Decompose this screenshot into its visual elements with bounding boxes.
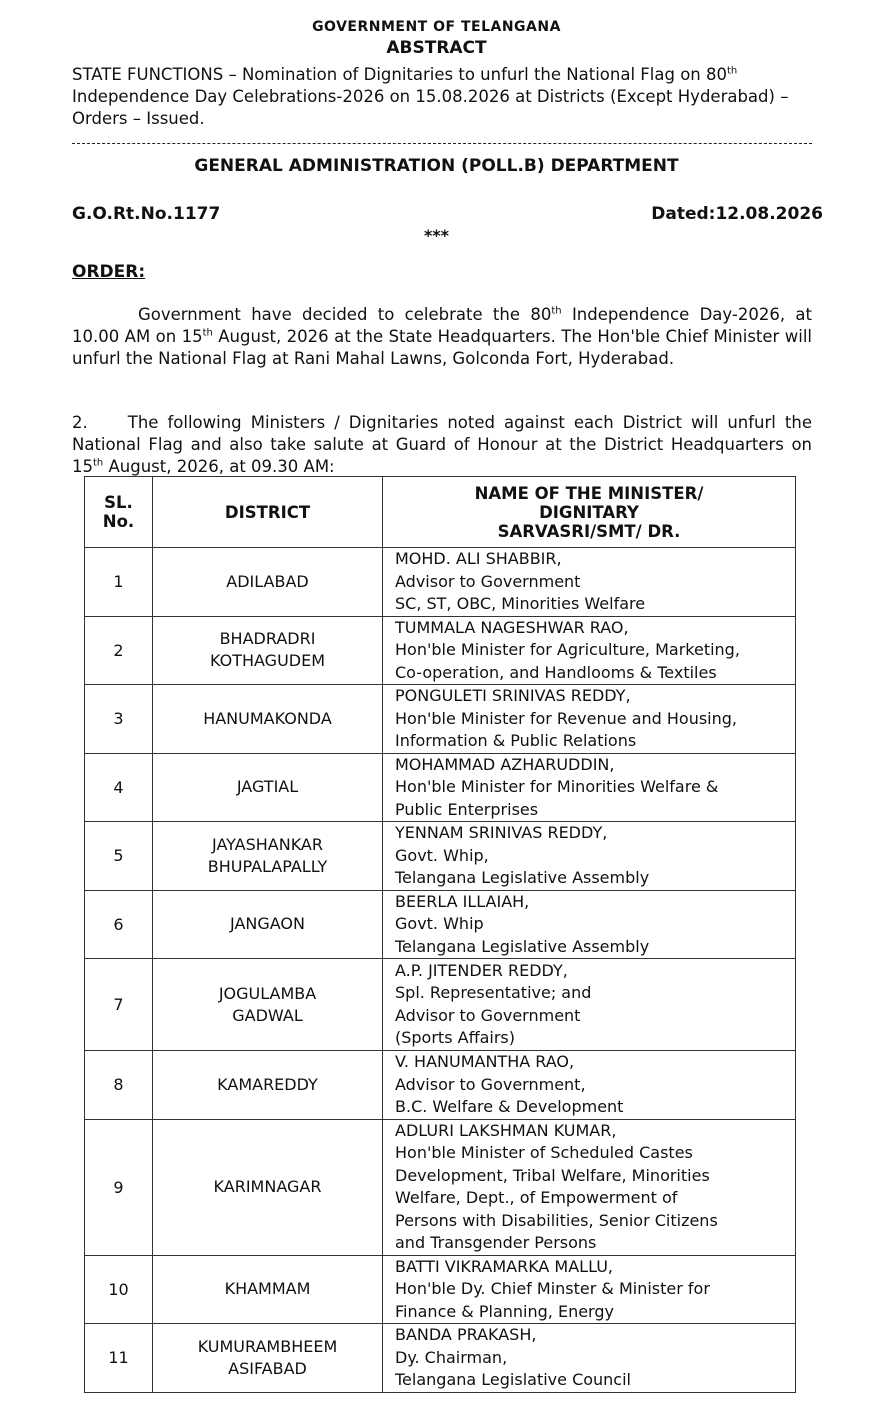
row-district <box>153 1119 383 1255</box>
table-row <box>85 685 796 754</box>
row-sl-no: 11 <box>85 1324 153 1393</box>
dignitary-line: Finance & Planning, Energy <box>395 1301 614 1321</box>
district-line: JAYASHANKAR <box>212 834 323 854</box>
table-header-row <box>85 477 796 548</box>
header-district: DISTRICT <box>153 477 383 548</box>
district-line: ADILABAD <box>226 571 309 591</box>
dignitary-line: Advisor to Government <box>395 1005 581 1025</box>
dignitary-line: A.P. JITENDER REDDY, <box>395 960 568 980</box>
order-heading: ORDER: <box>72 262 146 282</box>
dignitary-line: V. HANUMANTHA RAO, <box>395 1052 575 1071</box>
row-dignitary <box>383 1255 796 1324</box>
dignitary-line: Persons with Disabilities, Senior Citizens <box>395 1210 718 1230</box>
row-sl-no: 1 <box>85 548 153 617</box>
go-number: G.O.Rt.No.1177 <box>72 204 221 224</box>
dignitary-line: BEERLA ILLAIAH, <box>395 891 530 911</box>
dignitary-line: ADLURI LAKSHMAN KUMAR, <box>395 1120 617 1140</box>
order-paragraph-2: 2. The following Ministers / Dignitaries noted against each District will unfurl the National Flag and also take salute at Guard of Honour at the District Headquarters on 15th August, 2026, at 09.30 AM: <box>72 413 812 476</box>
row-sl-no: 9 <box>85 1119 153 1255</box>
dignitary-line: SC, ST, OBC, Minorities Welfare <box>395 594 646 613</box>
order-date: Dated:12.08.2026 <box>651 204 823 224</box>
dignitary-line: Co-operation, and Handlooms & Textiles <box>395 662 717 682</box>
dignitary-line: Advisor to Government <box>395 571 581 591</box>
district-line: KUMURAMBHEEM <box>197 1336 338 1356</box>
row-sl-no: 6 <box>85 890 153 959</box>
table-row <box>85 1051 796 1120</box>
government-heading: GOVERNMENT OF TELANGANA <box>312 19 561 35</box>
dashed-divider <box>72 143 812 144</box>
dignitary-line: Hon'ble Minister for Minorities Welfare & <box>395 777 719 796</box>
dignitary-line: YENNAM SRINIVAS REDDY, <box>395 823 608 842</box>
row-district <box>153 753 383 822</box>
row-dignitary <box>383 890 796 959</box>
dignitary-line: Govt. Whip, <box>395 845 489 865</box>
table-row <box>85 1324 796 1393</box>
dignitary-line: and Transgender Persons <box>395 1233 597 1252</box>
dignitary-line: BANDA PRAKASH, <box>395 1325 537 1344</box>
table-row <box>85 548 796 617</box>
dignitary-line: Hon'ble Minister for Agriculture, Marketing, <box>395 640 740 659</box>
row-district <box>153 685 383 754</box>
district-line: JAGTIAL <box>236 777 299 797</box>
district-line: KHAMMAM <box>224 1279 311 1299</box>
dignitary-line: Hon'ble Minister of Scheduled Castes <box>395 1143 693 1162</box>
separator-stars: *** <box>423 226 450 245</box>
row-sl-no: 10 <box>85 1255 153 1324</box>
dignitary-line: MOHAMMAD AZHARUDDIN, <box>395 754 615 774</box>
abstract-subject: STATE FUNCTIONS – Nomination of Dignitaries to unfurl the National Flag on 80th Independence Day Celebrations-2026 on 15.08.2026 at Districts (Except Hyderabad) – Orders – Issued. <box>72 65 789 128</box>
row-dignitary <box>383 1119 796 1255</box>
district-line: BHUPALAPALLY <box>207 856 328 876</box>
row-district <box>153 1324 383 1393</box>
table-row <box>85 753 796 822</box>
row-sl-no: 2 <box>85 616 153 685</box>
header-sl-no: SL. No. <box>85 477 153 548</box>
district-line: BHADRADRI <box>219 629 316 649</box>
table-row <box>85 822 796 891</box>
district-line: ASIFABAD <box>228 1358 307 1378</box>
dignitary-line: Development, Tribal Welfare, Minorities <box>395 1165 710 1185</box>
row-district <box>153 890 383 959</box>
row-dignitary <box>383 1051 796 1120</box>
row-sl-no: 8 <box>85 1051 153 1120</box>
row-dignitary <box>383 1324 796 1393</box>
row-dignitary <box>383 616 796 685</box>
dignitaries-table <box>84 476 796 1393</box>
dignitary-line: Hon'ble Minister for Revenue and Housing, <box>395 708 738 728</box>
table-row <box>85 1255 796 1324</box>
row-district <box>153 616 383 685</box>
district-line: GADWAL <box>232 1005 303 1025</box>
department-heading: GENERAL ADMINISTRATION (POLL.B) DEPARTMENT <box>194 156 679 176</box>
row-dignitary <box>383 685 796 754</box>
row-dignitary <box>383 753 796 822</box>
dignitary-line: Hon'ble Dy. Chief Minster & Minister for <box>395 1279 710 1298</box>
order-paragraph-1: Government have decided to celebrate the 80th Independence Day-2026, at 10.00 AM on 15th August, 2026 at the State Headquarters. The Hon'ble Chief Minister will unfurl the National Flag at Rani Mahal Lawns, Golconda Fort, Hyderabad. <box>72 305 813 368</box>
dignitary-line: Advisor to Government, <box>395 1074 586 1094</box>
dignitary-line: PONGULETI SRINIVAS REDDY, <box>395 686 631 705</box>
row-district <box>153 548 383 617</box>
dignitary-line: Information & Public Relations <box>395 731 637 750</box>
row-district <box>153 959 383 1051</box>
table-row <box>85 616 796 685</box>
dignitary-line: Govt. Whip <box>395 914 484 933</box>
dignitary-line: BATTI VIKRAMARKA MALLU, <box>395 1256 614 1276</box>
table-row <box>85 890 796 959</box>
row-dignitary <box>383 548 796 617</box>
row-district <box>153 1051 383 1120</box>
dignitary-line: Telangana Legislative Assembly <box>395 936 650 956</box>
dignitary-line: (Sports Affairs) <box>395 1028 515 1047</box>
header-name: NAME OF THE MINISTER/ DIGNITARY SARVASRI/SMT/ DR. <box>383 477 796 548</box>
dignitary-line: Dy. Chairman, <box>395 1347 508 1367</box>
row-dignitary <box>383 822 796 891</box>
dignitary-line: Welfare, Dept., of Empowerment of <box>395 1188 678 1207</box>
dignitary-line: B.C. Welfare & Development <box>395 1097 624 1116</box>
district-line: KOTHAGUDEM <box>209 651 326 671</box>
dignitary-line: MOHD. ALI SHABBIR, <box>395 549 562 568</box>
row-sl-no: 7 <box>85 959 153 1051</box>
abstract-heading: ABSTRACT <box>386 38 487 58</box>
table-row <box>85 959 796 1051</box>
row-district <box>153 1255 383 1324</box>
row-sl-no: 5 <box>85 822 153 891</box>
row-district <box>153 822 383 891</box>
dignitary-line: Telangana Legislative Assembly <box>395 868 650 887</box>
table-row <box>85 1119 796 1255</box>
district-line: HANUMAKONDA <box>203 708 332 728</box>
dignitary-line: TUMMALA NAGESHWAR RAO, <box>395 617 629 637</box>
dignitary-line: Spl. Representative; and <box>395 983 592 1002</box>
district-line: JOGULAMBA <box>218 983 317 1003</box>
row-sl-no: 3 <box>85 685 153 754</box>
dignitary-line: Public Enterprises <box>395 799 539 819</box>
district-line: KARIMNAGAR <box>213 1177 322 1196</box>
district-line: JANGAON <box>230 914 305 934</box>
district-line: KAMAREDDY <box>217 1074 318 1094</box>
row-dignitary <box>383 959 796 1051</box>
dignitary-line: Telangana Legislative Council <box>395 1370 631 1389</box>
row-sl-no: 4 <box>85 753 153 822</box>
